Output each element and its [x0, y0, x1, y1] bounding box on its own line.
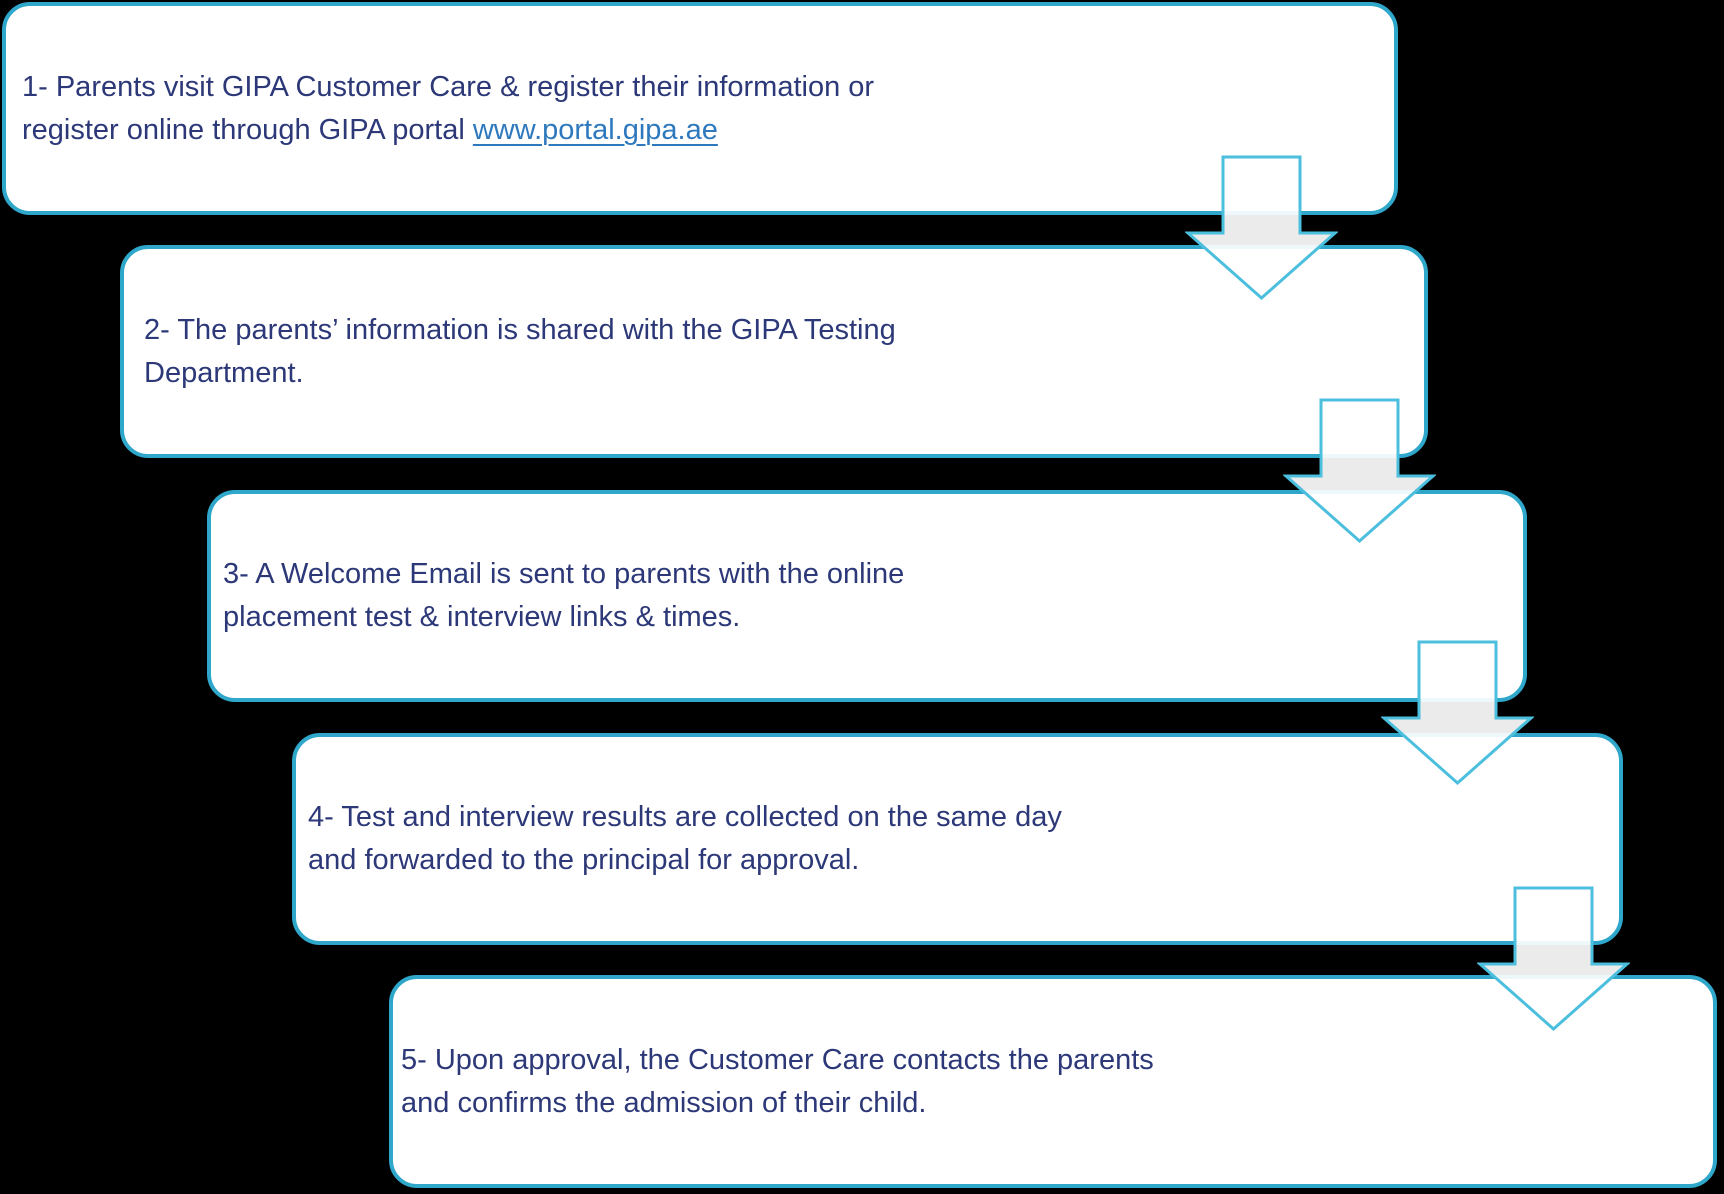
down-arrow-icon	[1477, 885, 1630, 1032]
step-3-text-line-2: placement test & interview links & times.	[223, 601, 741, 633]
step-2-text-line-2: Department.	[144, 356, 304, 389]
gipa-portal-link[interactable]: www.portal.gipa.ae	[472, 113, 718, 146]
step-1-text-line-2-prefix: register online through GIPA portal	[22, 113, 473, 146]
step-5-text-line-2: and confirms the admission of their child.	[401, 1086, 927, 1119]
step-4-text-line-2: and forwarded to the principal for approval.	[308, 844, 860, 876]
step-5-text-line-1: 5- Upon approval, the Customer Care contacts the parents	[401, 1043, 1154, 1076]
step-2-text-line-1: 2- The parents’ information is shared with the GIPA Testing	[144, 313, 896, 346]
down-arrow-icon	[1283, 397, 1436, 544]
step-4-text-line-1: 4- Test and interview results are collected on the same day	[308, 801, 1062, 833]
step-1-text-line-2	[22, 109, 1394, 152]
step-3-text-line-1: 3- A Welcome Email is sent to parents with the online	[223, 558, 905, 590]
down-arrow-icon	[1381, 639, 1534, 786]
down-arrow-icon	[1185, 154, 1338, 301]
step-1-text-line-1: 1- Parents visit GIPA Customer Care & register their information or	[22, 70, 875, 103]
